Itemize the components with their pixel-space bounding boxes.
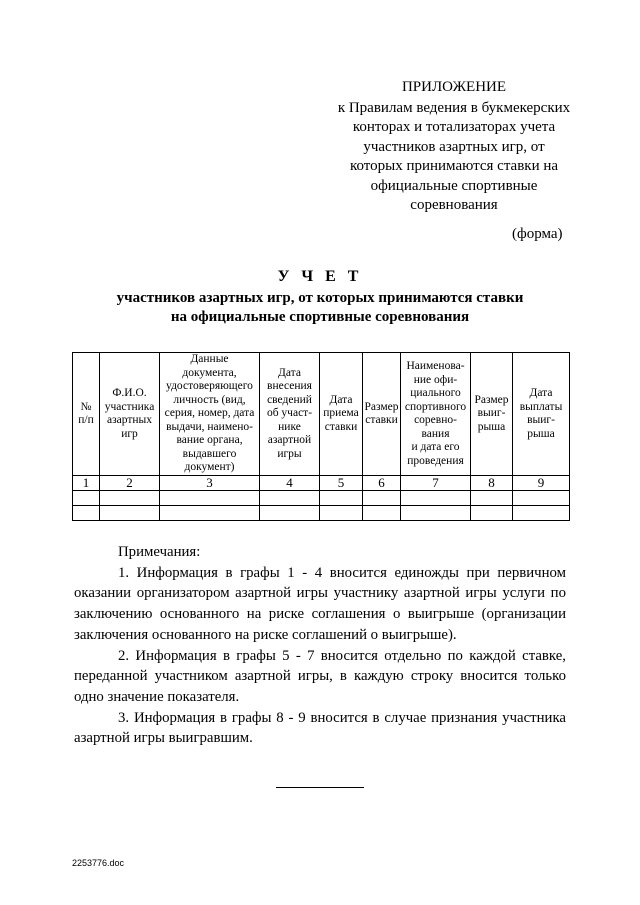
header-cell-fio: Ф.И.О. участника азартных игр [100, 353, 160, 476]
note-item: 1. Информация в графы 1 - 4 вносится единожды при первичном оказании организатором азартной игры участнику азартной игры услуги по заключению основанного на риске соглашения о выигрыше (организации заключения основанного на риске соглашений о выигрыше). [74, 564, 566, 643]
table-cell [73, 491, 100, 506]
table-cell [73, 506, 100, 521]
table-cell [401, 506, 471, 521]
column-number: 5 [320, 476, 363, 491]
table-cell [363, 491, 401, 506]
header-cell-number: № п/п [73, 353, 100, 476]
table-cell [320, 491, 363, 506]
appendix-line: участников азартных игр, от [363, 138, 545, 155]
table-cell [100, 491, 160, 506]
notes-title: Примечания: [118, 544, 201, 560]
note-item: 3. Информация в графы 8 - 9 вносится в случае признания участника азартной игры выигравшим. [74, 709, 566, 747]
table-cell [401, 491, 471, 506]
table-cell [320, 506, 363, 521]
header-cell-competition: Наименова- ние офи- циального спортивного соревно- вания и дата его проведения [401, 353, 471, 476]
subheading-line: участников азартных игр, от которых принимаются ставки [116, 290, 524, 306]
header-cell-bet-date: Дата приема ставки [320, 353, 363, 476]
subheading-line: на официальные спортивные соревнования [170, 309, 470, 325]
header-cell-bet-amount: Размер ставки [363, 353, 401, 476]
table-cell [100, 506, 160, 521]
table-cell [513, 491, 570, 506]
notes-section [74, 542, 566, 749]
table-cell [260, 506, 320, 521]
document-subheading [100, 289, 540, 327]
table-row [73, 506, 570, 521]
table-cell [513, 506, 570, 521]
note-item: 2. Информация в графы 5 - 7 вносится отдельно по каждой ставке, переданной участником азартной игры, в каждую строку вносится только одно значение показателя. [74, 647, 566, 705]
registration-table [72, 352, 570, 521]
table-cell [471, 491, 513, 506]
table-cell [363, 506, 401, 521]
column-number: 6 [363, 476, 401, 491]
column-number: 4 [260, 476, 320, 491]
column-number: 8 [471, 476, 513, 491]
table-header-row [73, 353, 570, 476]
appendix-line: конторах и тотализаторах учета [352, 119, 556, 135]
column-number: 3 [160, 476, 260, 491]
appendix-line: к Правилам ведения в букмекерских [337, 99, 571, 116]
appendix-line: официальные спортивные [370, 177, 538, 194]
column-number-row [73, 476, 570, 491]
file-name-footer: 2253776.doc [72, 858, 125, 868]
column-number: 7 [401, 476, 471, 491]
table-row [73, 491, 570, 506]
appendix-header [318, 78, 590, 216]
column-number: 2 [100, 476, 160, 491]
header-cell-payout-date: Дата выплаты выиг- рыша [513, 353, 570, 476]
header-cell-entry-date: Дата внесения сведений об участ- нике азартной игры [260, 353, 320, 476]
table-cell [260, 491, 320, 506]
header-cell-document: Данные документа, удостоверяющего личность (вид, серия, номер, дата выдачи, наимено- вание органа, выдавшего документ) [160, 353, 260, 476]
separator-line [276, 787, 364, 788]
header-cell-winnings: Размер выиг- рыша [471, 353, 513, 476]
table-cell [160, 506, 260, 521]
appendix-line: которых принимаются ставки на [349, 158, 559, 174]
column-number: 1 [73, 476, 100, 491]
table-cell [160, 491, 260, 506]
table-cell [471, 506, 513, 521]
appendix-line: соревнования [410, 197, 498, 213]
document-heading: У Ч Е Т [277, 268, 363, 285]
column-number: 9 [513, 476, 570, 491]
form-label: (форма) [512, 226, 563, 242]
appendix-title: ПРИЛОЖЕНИЕ [401, 79, 507, 95]
